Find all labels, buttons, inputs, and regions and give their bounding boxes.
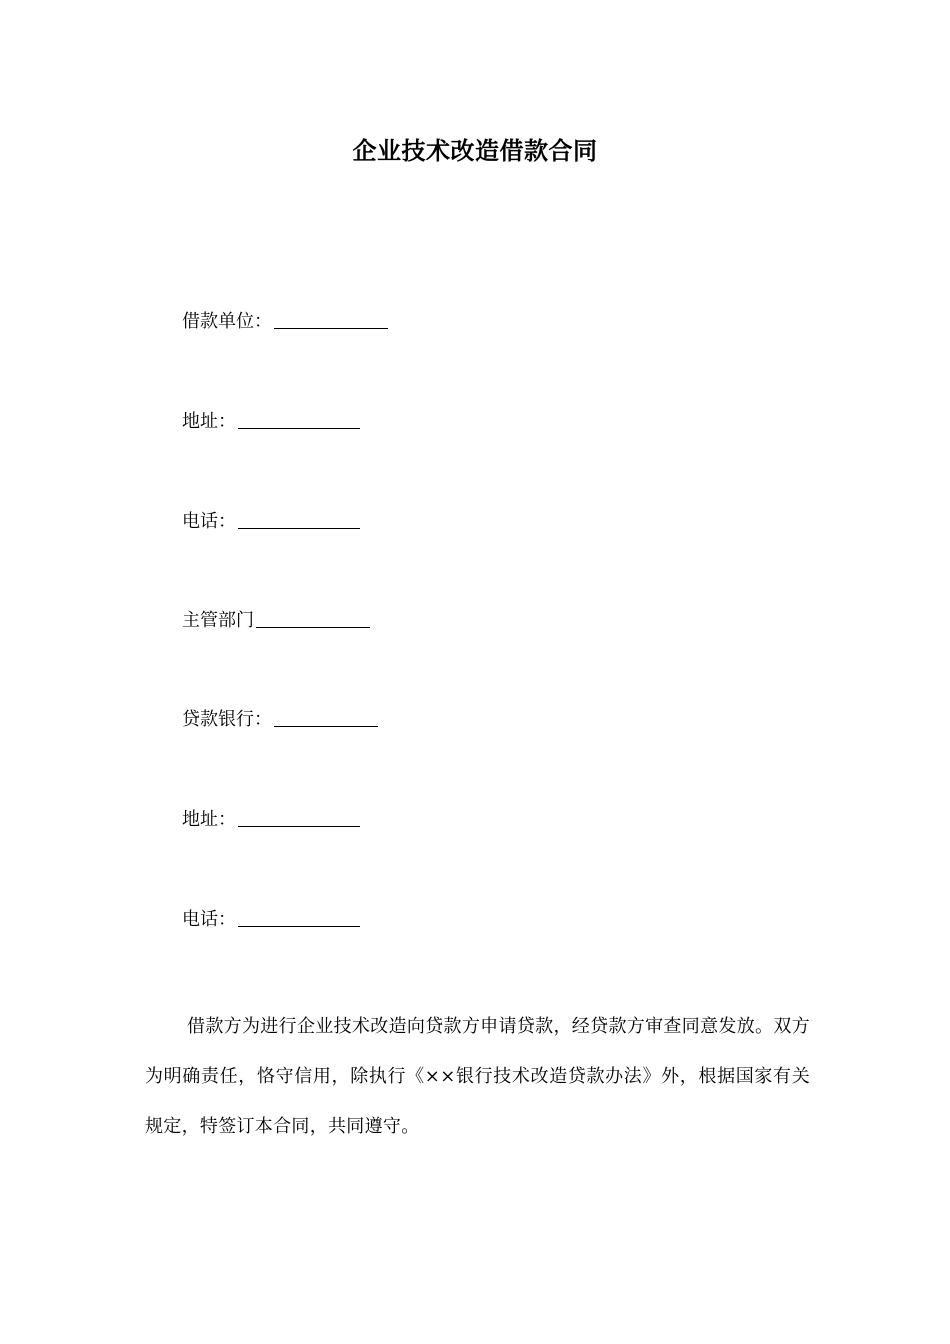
fill-in-blank	[274, 708, 378, 727]
field-borrower	[182, 308, 388, 336]
field-label: 主管部门	[182, 610, 254, 631]
fill-in-blank	[238, 808, 360, 827]
field-label: 电话：	[182, 511, 236, 532]
fill-in-blank	[238, 908, 360, 927]
fill-in-blank	[238, 410, 360, 429]
field-label: 贷款银行：	[182, 709, 272, 730]
contract-preamble-paragraph: 借款方为进行企业技术改造向贷款方申请贷款，经贷款方审查同意发放。双方为明确责任，恪守信用，除执行《××银行技术改造贷款办法》外，根据国家有关规定，特签订本合同，共同遵守。	[145, 1016, 810, 1137]
fill-in-blank	[238, 510, 360, 529]
field-borrower-phone	[182, 508, 360, 536]
field-borrower-address	[182, 408, 360, 436]
document-title: 企业技术改造借款合同	[352, 137, 598, 165]
field-label: 借款单位：	[182, 311, 272, 332]
field-lending-bank	[182, 706, 378, 734]
fill-in-blank	[274, 310, 388, 329]
field-label: 地址：	[182, 809, 236, 830]
field-label: 电话：	[182, 909, 236, 930]
fill-in-blank	[256, 609, 370, 628]
field-bank-phone	[182, 906, 360, 934]
field-label: 地址：	[182, 411, 236, 432]
field-bank-address	[182, 806, 360, 834]
field-supervisor-department	[182, 607, 370, 635]
